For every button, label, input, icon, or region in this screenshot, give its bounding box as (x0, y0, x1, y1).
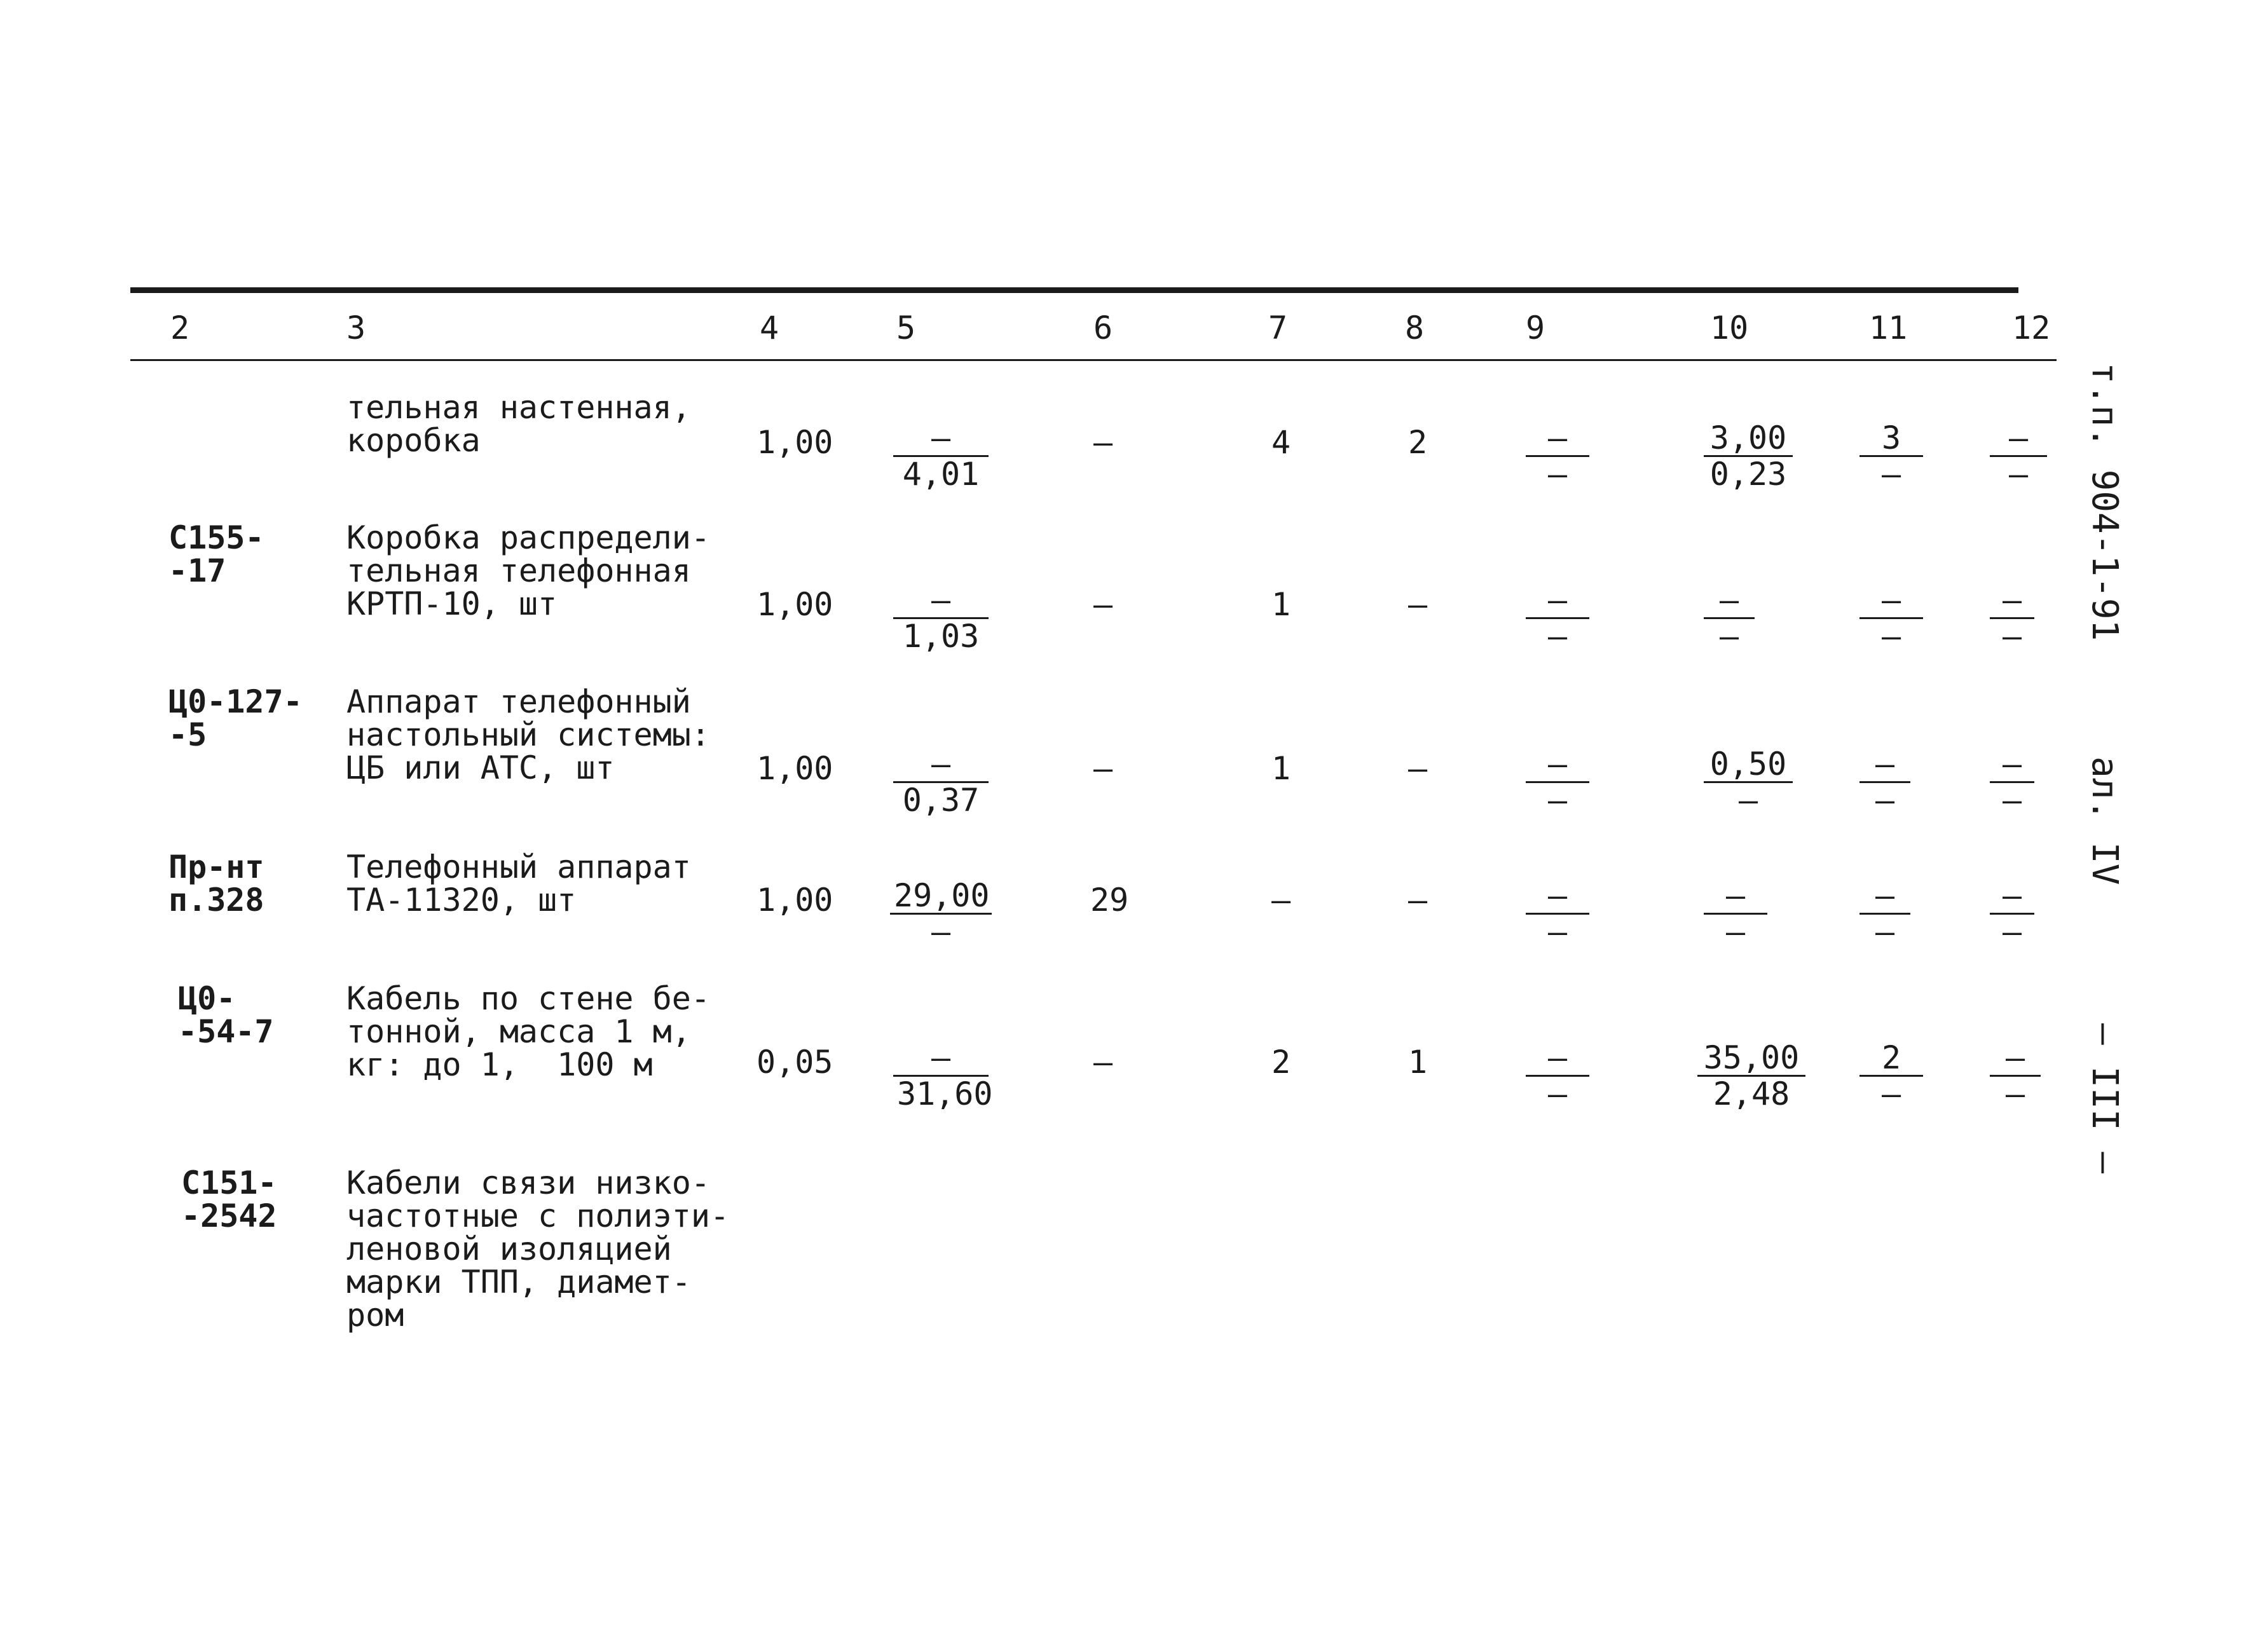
cell-c10-fraction (1704, 421, 1793, 491)
cell-c12-fraction (1990, 1041, 2041, 1111)
fraction-numerator: – (893, 421, 989, 457)
cell-c10-fraction (1704, 878, 1767, 949)
fraction-denominator: – (1725, 913, 1746, 950)
col-header-3: 3 (346, 310, 366, 346)
row-code: Пр-нт п.328 (168, 849, 264, 918)
fraction-denominator: 0,37 (902, 782, 980, 819)
cell-c9-fraction (1526, 583, 1589, 653)
fraction-denominator: – (1738, 782, 1758, 819)
row-description: Кабель по стене бе- тонной, масса 1 м, кг: до 1, 100 м (346, 980, 710, 1083)
fraction-denominator: 31,60 (897, 1075, 993, 1112)
cell-c8: 2 (1408, 424, 1428, 461)
cell-c7: 2 (1271, 1044, 1291, 1081)
row-code: С155- -17 (168, 519, 264, 589)
fraction-numerator: – (1704, 878, 1767, 915)
fraction-denominator: – (2002, 913, 2022, 950)
fraction-numerator: 29,00 (890, 878, 992, 915)
cell-c10-fraction (1704, 747, 1793, 817)
fraction-numerator: – (1526, 1041, 1589, 1077)
col-header-4: 4 (760, 310, 779, 346)
cell-c5-fraction (893, 747, 989, 817)
fraction-numerator: – (1859, 747, 1910, 783)
fraction-denominator: – (2002, 782, 2022, 819)
fraction-denominator: 2,48 (1713, 1075, 1790, 1112)
cell-c12-fraction (1990, 878, 2034, 949)
fraction-numerator: – (893, 747, 989, 783)
fraction-numerator: – (1704, 583, 1755, 619)
cell-c7: 1 (1271, 750, 1291, 787)
cell-c11-fraction (1859, 1041, 1923, 1111)
fraction-denominator: – (1881, 618, 1901, 655)
cell-c5-fraction (893, 583, 989, 653)
col-header-12: 12 (2012, 310, 2051, 346)
fraction-denominator: – (1881, 1075, 1901, 1112)
fraction-denominator: – (1719, 618, 1739, 655)
row-description: Телефонный аппарат ТА-11320, шт (346, 849, 691, 918)
fraction-numerator: – (1526, 583, 1589, 619)
cell-c7: – (1271, 882, 1291, 918)
fraction-denominator: – (1547, 456, 1568, 493)
col-header-7: 7 (1268, 310, 1288, 346)
fraction-numerator: – (893, 1041, 989, 1077)
fraction-denominator: – (1547, 913, 1568, 950)
col-header-8: 8 (1405, 310, 1425, 346)
cell-c8: – (1408, 750, 1428, 787)
cell-c8: – (1408, 882, 1428, 918)
fraction-numerator: – (1990, 583, 2034, 619)
cell-c5-fraction (890, 878, 992, 949)
cell-c5-fraction (893, 1039, 993, 1112)
cell-c11-fraction (1859, 747, 1910, 817)
col-header-9: 9 (1526, 310, 1545, 346)
col-header-2: 2 (170, 310, 190, 346)
table-top-rule (130, 287, 2018, 293)
cell-c11-fraction (1859, 583, 1923, 653)
fraction-denominator: – (1547, 1075, 1568, 1112)
fraction-numerator: – (1526, 747, 1589, 783)
cell-c4: 1,00 (757, 750, 833, 787)
col-header-11: 11 (1869, 310, 1908, 346)
fraction-denominator: – (2008, 456, 2029, 493)
fraction-numerator: 3 (1859, 421, 1923, 457)
row-code: С151- -2542 (181, 1164, 277, 1234)
col-header-6: 6 (1093, 310, 1113, 346)
cell-c7: 1 (1271, 586, 1291, 623)
cell-c9-fraction (1526, 1041, 1589, 1111)
cell-c4: 1,00 (757, 586, 833, 623)
side-part: – III – (2084, 1023, 2125, 1174)
fraction-denominator: 0,23 (1709, 456, 1787, 493)
cell-c6: 29 (1090, 882, 1129, 918)
fraction-denominator: – (1547, 782, 1568, 819)
fraction-numerator: 35,00 (1697, 1041, 1805, 1077)
fraction-numerator: – (893, 583, 989, 619)
fraction-denominator: – (1881, 456, 1901, 493)
fraction-denominator: – (2005, 1075, 2025, 1112)
cell-c4: 0,05 (757, 1044, 833, 1081)
cell-c6: – (1093, 750, 1113, 787)
cell-c12-fraction (1990, 421, 2047, 491)
fraction-denominator: – (1875, 782, 1895, 819)
fraction-numerator: – (1990, 1041, 2041, 1077)
fraction-numerator: – (1526, 878, 1589, 915)
cell-c4: 1,00 (757, 424, 833, 461)
cell-c5-fraction (893, 421, 989, 491)
cell-c8: 1 (1408, 1044, 1428, 1081)
fraction-numerator: 0,50 (1704, 747, 1793, 783)
fraction-denominator: 4,01 (902, 456, 980, 493)
cell-c12-fraction (1990, 583, 2034, 653)
cell-c11-fraction (1859, 878, 1910, 949)
fraction-numerator: – (1526, 421, 1589, 457)
cell-c6: – (1093, 586, 1113, 623)
cell-c7: 4 (1271, 424, 1291, 461)
row-code: Ц0- -54-7 (178, 980, 274, 1050)
cell-c4: 1,00 (757, 882, 833, 918)
cell-c9-fraction (1526, 421, 1589, 491)
fraction-numerator: 2 (1859, 1041, 1923, 1077)
cell-c9-fraction (1526, 747, 1589, 817)
col-header-10: 10 (1710, 310, 1749, 346)
fraction-denominator: – (1875, 913, 1895, 950)
side-reference: т.п. 904-1-91 (2084, 362, 2125, 641)
row-description: Кабели связи низко- частотные с полиэти- леновой изоляцией марки ТПП, диамет- ром (346, 1164, 730, 1334)
row-description: Коробка распредели- тельная телефонная КРТП-10, шт (346, 519, 710, 622)
fraction-denominator: 1,03 (902, 618, 980, 655)
fraction-denominator: – (931, 913, 951, 950)
row-description: тельная настенная, коробка (346, 389, 691, 459)
fraction-numerator: – (1859, 583, 1923, 619)
fraction-numerator: – (1859, 878, 1910, 915)
fraction-numerator: – (1990, 878, 2034, 915)
row-code: Ц0-127- -5 (168, 683, 303, 753)
cell-c9-fraction (1526, 878, 1589, 949)
cell-c8: – (1408, 586, 1428, 623)
cell-c10-fraction (1704, 583, 1755, 653)
fraction-numerator: – (1990, 747, 2034, 783)
cell-c10-fraction (1697, 1041, 1805, 1111)
fraction-denominator: – (1547, 618, 1568, 655)
fraction-numerator: 3,00 (1704, 421, 1793, 457)
fraction-numerator: – (1990, 421, 2047, 457)
side-album: ал. IV (2084, 756, 2125, 885)
cell-c12-fraction (1990, 747, 2034, 817)
cell-c11-fraction (1859, 421, 1923, 491)
cell-c6: – (1093, 424, 1113, 461)
cell-c6: – (1093, 1044, 1113, 1081)
row-description: Аппарат телефонный настольный системы: ЦБ или АТС, шт (346, 683, 710, 786)
header-rule (130, 359, 2057, 361)
col-header-5: 5 (896, 310, 916, 346)
fraction-denominator: – (2002, 618, 2022, 655)
